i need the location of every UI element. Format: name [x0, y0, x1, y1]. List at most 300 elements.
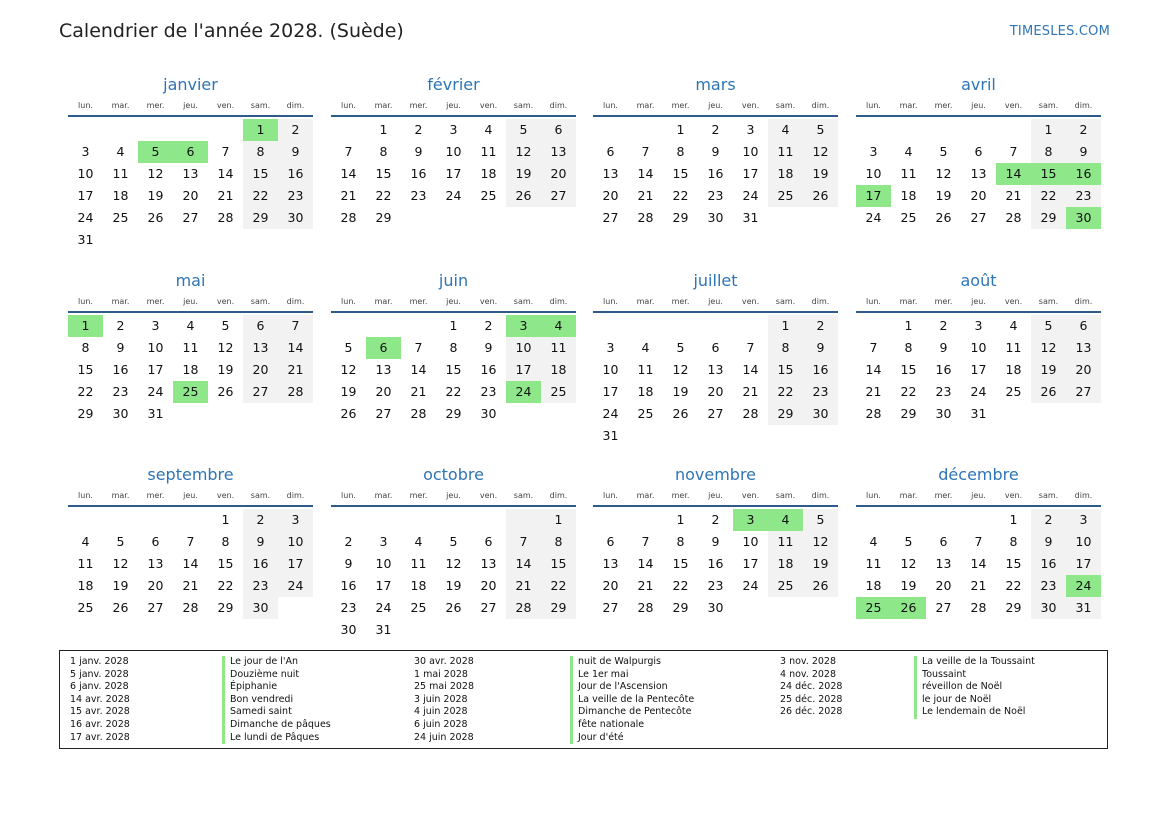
legend-names-column: [222, 656, 331, 744]
legend-dates-column: [70, 656, 130, 744]
month-divider: [331, 505, 576, 507]
day-cell: 13: [970, 166, 987, 181]
day-cell: 2: [803, 315, 838, 337]
weekday-header: [68, 294, 313, 310]
weekday-label: dim.: [1074, 297, 1093, 306]
day-cell: 9: [484, 340, 493, 355]
legend-date: 26 déc. 2028: [780, 706, 843, 718]
day-grid: [68, 119, 313, 251]
weekday-label: mer.: [934, 101, 953, 110]
holiday-day-cell: 6: [173, 141, 208, 163]
page-title: Calendrier de l'année 2028. (Suède): [59, 20, 404, 42]
weekday-label: mar.: [374, 491, 393, 500]
day-grid: [856, 119, 1101, 229]
day-cell: 19: [672, 384, 689, 399]
legend-date: 3 juin 2028: [414, 693, 468, 705]
day-cell: 12: [340, 362, 357, 377]
day-cell: 16: [1031, 553, 1066, 575]
day-cell: 21: [506, 575, 541, 597]
day-cell: 15: [768, 359, 803, 381]
month-name: mai: [175, 271, 206, 290]
weekday-label: mar.: [111, 491, 130, 500]
weekday-label: mer.: [409, 491, 428, 500]
weekday-label: ven.: [479, 297, 498, 306]
legend-date: 6 juin 2028: [414, 718, 468, 730]
day-cell: 5: [939, 144, 948, 159]
day-cell: 18: [410, 578, 427, 593]
day-cell: 14: [278, 337, 313, 359]
day-cell: 26: [935, 210, 952, 225]
day-cell: 17: [742, 166, 759, 181]
day-cell: 22: [445, 384, 462, 399]
empty-cell: [331, 315, 366, 337]
day-cell: 16: [803, 359, 838, 381]
day-grid: [856, 315, 1101, 425]
weekday-label: mer.: [934, 297, 953, 306]
day-cell: 26: [803, 185, 838, 207]
day-cell: 17: [375, 578, 392, 593]
day-cell: 19: [506, 163, 541, 185]
day-cell: 13: [147, 556, 164, 571]
day-cell: 18: [900, 188, 917, 203]
weekday-label: dim.: [286, 491, 305, 500]
weekday-label: mer.: [146, 491, 165, 500]
weekday-label: sam.: [513, 297, 534, 306]
empty-cell: [331, 509, 366, 531]
day-cell: 15: [672, 556, 689, 571]
day-cell: 24: [375, 600, 392, 615]
day-cell: 3: [151, 318, 160, 333]
day-cell: 26: [672, 406, 689, 421]
legend-date: 5 janv. 2028: [70, 668, 129, 680]
day-cell: 7: [974, 534, 983, 549]
day-cell: 18: [541, 359, 576, 381]
day-cell: 30: [278, 207, 313, 229]
day-cell: 9: [1031, 531, 1066, 553]
day-cell: 28: [278, 381, 313, 403]
empty-cell: [856, 315, 891, 337]
day-cell: 19: [217, 362, 234, 377]
day-cell: 27: [1066, 381, 1101, 403]
legend-dates-column: [414, 656, 474, 744]
weekday-label: sam.: [513, 491, 534, 500]
holiday-day-cell: 14: [996, 163, 1031, 185]
empty-cell: [506, 509, 541, 531]
day-cell: 28: [217, 210, 234, 225]
empty-cell: [628, 119, 663, 141]
holiday-day-cell: 17: [856, 185, 891, 207]
day-cell: 1: [541, 509, 576, 531]
holiday-day-cell: 16: [1066, 163, 1101, 185]
weekday-label: jeu.: [971, 101, 986, 110]
legend-holiday-name: Le lundi de Pâques: [222, 732, 331, 745]
day-cell: 3: [1066, 509, 1101, 531]
day-cell: 19: [900, 578, 917, 593]
weekday-label: lun.: [78, 101, 93, 110]
day-cell: 28: [970, 600, 987, 615]
month-divider: [331, 311, 576, 313]
day-cell: 9: [803, 337, 838, 359]
day-cell: 24: [742, 578, 759, 593]
day-cell: 15: [217, 556, 234, 571]
empty-cell: [401, 315, 436, 337]
day-grid: [68, 509, 313, 619]
weekday-header: [856, 488, 1101, 504]
legend-names-column: [570, 656, 694, 744]
weekday-label: mar.: [899, 101, 918, 110]
month-name: septembre: [147, 465, 234, 484]
legend-date: 4 juin 2028: [414, 706, 468, 718]
day-cell: 8: [541, 531, 576, 553]
day-cell: 10: [147, 340, 164, 355]
empty-cell: [961, 119, 996, 141]
weekday-header: [593, 294, 838, 310]
day-cell: 14: [970, 556, 987, 571]
day-cell: 1: [449, 318, 458, 333]
legend-holiday-name: La veille de la Pentecôte: [570, 694, 694, 707]
weekday-header: [68, 488, 313, 504]
weekday-label: ven.: [1004, 491, 1023, 500]
day-cell: 16: [707, 166, 724, 181]
day-cell: 15: [1005, 556, 1022, 571]
weekday-label: sam.: [1038, 297, 1059, 306]
weekday-label: mar.: [111, 101, 130, 110]
weekday-label: ven.: [1004, 101, 1023, 110]
day-cell: 8: [243, 141, 278, 163]
weekday-label: lun.: [603, 491, 618, 500]
day-cell: 11: [1005, 340, 1022, 355]
weekday-label: dim.: [1074, 491, 1093, 500]
legend-holiday-name: Épiphanie: [222, 681, 331, 694]
weekday-header: [331, 488, 576, 504]
day-cell: 5: [116, 534, 125, 549]
day-cell: 16: [243, 553, 278, 575]
day-cell: 29: [77, 406, 94, 421]
month-3: [856, 74, 1101, 229]
day-cell: 3: [81, 144, 90, 159]
day-cell: 4: [869, 534, 878, 549]
weekday-label: jeu.: [183, 297, 198, 306]
legend-date: 25 déc. 2028: [780, 693, 843, 705]
empty-cell: [68, 509, 103, 531]
day-cell: 21: [278, 359, 313, 381]
month-divider: [856, 505, 1101, 507]
day-cell: 2: [711, 122, 720, 137]
day-cell: 6: [606, 144, 615, 159]
day-cell: 9: [414, 144, 423, 159]
day-cell: 21: [1005, 188, 1022, 203]
day-cell: 7: [1009, 144, 1018, 159]
day-cell: 23: [278, 185, 313, 207]
day-cell: 4: [81, 534, 90, 549]
day-cell: 2: [414, 122, 423, 137]
weekday-label: jeu.: [183, 491, 198, 500]
day-cell: 15: [445, 362, 462, 377]
weekday-label: jeu.: [446, 491, 461, 500]
day-cell: 7: [506, 531, 541, 553]
legend-holiday-name: Le 1er mai: [570, 669, 694, 682]
day-cell: 23: [112, 384, 129, 399]
day-cell: 8: [81, 340, 90, 355]
holiday-day-cell: 24: [506, 381, 541, 403]
holiday-day-cell: 30: [1066, 207, 1101, 229]
empty-cell: [733, 315, 768, 337]
legend-names-column: [914, 656, 1035, 719]
day-cell: 22: [243, 185, 278, 207]
day-cell: 16: [480, 362, 497, 377]
day-cell: 14: [742, 362, 759, 377]
day-cell: 29: [672, 600, 689, 615]
legend-date: 3 nov. 2028: [780, 656, 836, 667]
day-cell: 10: [1066, 531, 1101, 553]
day-cell: 13: [541, 141, 576, 163]
month-9: [331, 464, 576, 641]
day-cell: 15: [900, 362, 917, 377]
day-cell: 20: [970, 188, 987, 203]
holiday-day-cell: 24: [1066, 575, 1101, 597]
day-cell: 11: [112, 166, 129, 181]
weekday-label: jeu.: [708, 101, 723, 110]
day-cell: 6: [711, 340, 720, 355]
month-divider: [593, 505, 838, 507]
day-cell: 20: [147, 578, 164, 593]
month-5: [331, 270, 576, 425]
weekday-label: mar.: [899, 297, 918, 306]
day-cell: 6: [151, 534, 160, 549]
weekday-label: lun.: [78, 297, 93, 306]
day-cell: 9: [711, 144, 720, 159]
weekday-label: dim.: [811, 297, 830, 306]
day-cell: 18: [112, 188, 129, 203]
empty-cell: [663, 315, 698, 337]
day-cell: 22: [672, 188, 689, 203]
day-cell: 25: [77, 600, 94, 615]
weekday-label: ven.: [216, 491, 235, 500]
weekday-label: sam.: [250, 101, 271, 110]
day-cell: 13: [480, 556, 497, 571]
day-cell: 7: [278, 315, 313, 337]
brand-link[interactable]: TIMESLES.COM: [1009, 24, 1110, 39]
empty-cell: [593, 509, 628, 531]
day-cell: 9: [278, 141, 313, 163]
weekday-label: jeu.: [971, 297, 986, 306]
day-cell: 30: [803, 403, 838, 425]
legend-holiday-name: Bon vendredi: [222, 694, 331, 707]
day-cell: 31: [375, 622, 392, 637]
weekday-label: jeu.: [708, 297, 723, 306]
weekday-label: lun.: [341, 491, 356, 500]
day-cell: 30: [340, 622, 357, 637]
day-cell: 7: [221, 144, 230, 159]
day-cell: 27: [602, 600, 619, 615]
empty-cell: [138, 119, 173, 141]
weekday-label: jeu.: [708, 491, 723, 500]
legend-holiday-name: Jour d'été: [570, 732, 694, 745]
day-cell: 12: [672, 362, 689, 377]
day-cell: 27: [935, 600, 952, 615]
day-cell: 26: [217, 384, 234, 399]
legend-date: 16 avr. 2028: [70, 718, 130, 730]
legend-holiday-name: La veille de la Toussaint: [914, 656, 1035, 669]
day-cell: 17: [742, 556, 759, 571]
empty-cell: [628, 315, 663, 337]
day-cell: 21: [637, 578, 654, 593]
day-cell: 18: [768, 553, 803, 575]
day-cell: 11: [865, 556, 882, 571]
empty-cell: [208, 119, 243, 141]
day-cell: 30: [1031, 597, 1066, 619]
day-cell: 7: [869, 340, 878, 355]
day-cell: 1: [676, 122, 685, 137]
day-cell: 11: [768, 141, 803, 163]
weekday-label: mar.: [374, 297, 393, 306]
month-divider: [593, 115, 838, 117]
day-cell: 27: [182, 210, 199, 225]
weekday-header: [331, 98, 576, 114]
day-cell: 22: [375, 188, 392, 203]
weekday-label: mer.: [671, 297, 690, 306]
weekday-label: sam.: [250, 491, 271, 500]
empty-cell: [471, 509, 506, 531]
legend-date: 1 janv. 2028: [70, 656, 129, 667]
day-cell: 9: [711, 534, 720, 549]
day-cell: 8: [1009, 534, 1018, 549]
month-1: [331, 74, 576, 229]
day-cell: 30: [112, 406, 129, 421]
day-cell: 29: [445, 406, 462, 421]
legend-date: 14 avr. 2028: [70, 693, 130, 705]
empty-cell: [173, 509, 208, 531]
day-cell: 10: [970, 340, 987, 355]
day-cell: 26: [445, 600, 462, 615]
month-name: juin: [438, 271, 469, 290]
day-cell: 14: [637, 556, 654, 571]
day-cell: 17: [445, 166, 462, 181]
day-grid: [593, 119, 838, 229]
weekday-label: ven.: [741, 297, 760, 306]
month-name: octobre: [423, 465, 484, 484]
day-cell: 22: [900, 384, 917, 399]
day-cell: 27: [602, 210, 619, 225]
day-cell: 15: [375, 166, 392, 181]
weekday-label: mer.: [934, 491, 953, 500]
day-cell: 1: [904, 318, 913, 333]
day-cell: 24: [602, 406, 619, 421]
weekday-label: dim.: [549, 101, 568, 110]
legend-holiday-name: Jour de l'Ascension: [570, 681, 694, 694]
day-cell: 27: [243, 381, 278, 403]
weekday-label: sam.: [775, 297, 796, 306]
day-cell: 8: [904, 340, 913, 355]
day-cell: 3: [379, 534, 388, 549]
day-cell: 19: [112, 578, 129, 593]
weekday-label: jeu.: [446, 101, 461, 110]
day-cell: 19: [803, 553, 838, 575]
day-cell: 11: [480, 144, 497, 159]
day-cell: 4: [904, 144, 913, 159]
legend-holiday-name: Le lendemain de Noël: [914, 706, 1035, 719]
day-cell: 1: [1031, 119, 1066, 141]
day-cell: 24: [445, 188, 462, 203]
day-cell: 25: [768, 185, 803, 207]
day-cell: 9: [344, 556, 353, 571]
weekday-label: jeu.: [971, 491, 986, 500]
weekday-label: sam.: [1038, 101, 1059, 110]
month-name: avril: [961, 75, 996, 94]
weekday-label: lun.: [603, 101, 618, 110]
holiday-day-cell: 26: [891, 597, 926, 619]
empty-cell: [961, 509, 996, 531]
day-cell: 30: [243, 597, 278, 619]
weekday-label: dim.: [549, 491, 568, 500]
day-cell: 22: [77, 384, 94, 399]
day-cell: 13: [602, 166, 619, 181]
weekday-label: lun.: [341, 101, 356, 110]
weekday-label: dim.: [286, 101, 305, 110]
empty-cell: [926, 119, 961, 141]
day-grid: [68, 315, 313, 425]
day-cell: 27: [541, 185, 576, 207]
day-cell: 8: [1031, 141, 1066, 163]
weekday-label: lun.: [341, 297, 356, 306]
day-cell: 4: [414, 534, 423, 549]
legend-date: 15 avr. 2028: [70, 706, 130, 718]
day-cell: 16: [278, 163, 313, 185]
day-cell: 16: [112, 362, 129, 377]
weekday-header: [593, 98, 838, 114]
legend-holiday-name: fête nationale: [570, 719, 694, 732]
day-cell: 23: [410, 188, 427, 203]
day-cell: 6: [484, 534, 493, 549]
weekday-label: mer.: [146, 297, 165, 306]
day-cell: 13: [182, 166, 199, 181]
day-cell: 5: [904, 534, 913, 549]
day-cell: 8: [768, 337, 803, 359]
weekday-label: mar.: [636, 101, 655, 110]
day-cell: 12: [445, 556, 462, 571]
day-cell: 4: [484, 122, 493, 137]
day-cell: 3: [974, 318, 983, 333]
day-cell: 31: [147, 406, 164, 421]
weekday-label: dim.: [549, 297, 568, 306]
day-cell: 25: [1005, 384, 1022, 399]
legend-holiday-name: réveillon de Noël: [914, 681, 1035, 694]
day-cell: 17: [278, 553, 313, 575]
month-11: [856, 464, 1101, 619]
day-cell: 20: [182, 188, 199, 203]
weekday-label: mer.: [146, 101, 165, 110]
day-cell: 5: [449, 534, 458, 549]
day-cell: 21: [637, 188, 654, 203]
day-cell: 11: [182, 340, 199, 355]
legend-holiday-name: Douzième nuit: [222, 669, 331, 682]
day-cell: 15: [541, 553, 576, 575]
weekday-label: lun.: [866, 101, 881, 110]
day-cell: 16: [707, 556, 724, 571]
empty-cell: [926, 509, 961, 531]
month-divider: [68, 311, 313, 313]
day-cell: 10: [506, 337, 541, 359]
weekday-label: ven.: [1004, 297, 1023, 306]
day-cell: 28: [506, 597, 541, 619]
weekday-label: lun.: [78, 491, 93, 500]
day-cell: 21: [340, 188, 357, 203]
weekday-label: ven.: [741, 491, 760, 500]
weekday-label: mer.: [671, 491, 690, 500]
month-divider: [856, 115, 1101, 117]
empty-cell: [138, 509, 173, 531]
holiday-day-cell: 25: [856, 597, 891, 619]
